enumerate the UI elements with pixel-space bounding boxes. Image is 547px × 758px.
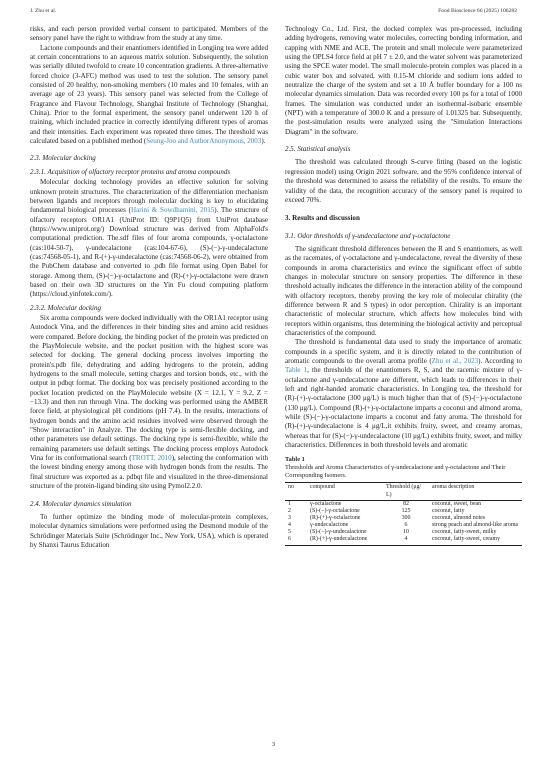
cell-aroma: coconut, fatty-sweet, creamy [429,536,522,546]
cell-compound: (R)-(+)-γ-octalactone [310,514,361,521]
table-row [285,500,522,508]
table-caption-text: Thresholds and Aroma Characteristics of γ-undecalactone and γ-octalactone and Their Corresponding Isomers. [285,464,506,480]
cell-threshold: 300 [401,514,411,521]
cell-no: 5 [288,529,291,535]
cell-no: 3 [288,514,291,521]
threshold-table [285,482,522,546]
paragraph-text: ). [261,137,266,146]
paragraph-text: The threshold was calculated through S-curve fitting (based on the logistic regression model) using Origin 2021 software, and the 95% confidence interval of the threshold was determined to assess the reliability of the results. To ensure the validity of the data, the recognition accuracy of the sensory panel is required to exceed 70%. [285,158,522,204]
paragraph [285,338,522,450]
subsection-heading [285,232,522,241]
paragraph-text: 2.3.1. Acquisition of olfactory receptor proteins and aroma compounds [30,167,231,176]
right-column-text [285,25,522,450]
subsection-heading [30,500,268,509]
paragraph [30,314,268,492]
subsection-heading [285,145,522,154]
paragraph [30,513,268,550]
cell-threshold: 6 [404,521,408,528]
citation-link[interactable]: Harini & Sowdhamini, 2015 [131,206,215,215]
table-row [285,536,522,546]
table-header-row [285,483,522,500]
paragraph-text: ). The structure of olfactory receptors OR1A1 (UniProt ID: Q9P1Q5) from UniProt database (https://www.uniprot.org/) Download structure was derived from AlphaFold's computational prediction. The.sdf files of four aroma compounds, γ-octalactone (cas:104-50-7), γ-undecalactone (cas:104-67-6), (S)-(−)-γ-undecalactone (cas:74568-05-1), and R-(+)-γ-undecalactone (cas:74568-06-2), were obtained from the PubChem database and converted to .pdb file format using Open Babel for storage. Among them, (S)-(−)-γ-octalactone and (R)-(+)-γ-octalactone were drawn based on their own 3D structures on the Yin Fu cloud computing platform (https://cloud.yinfotek.com/). [30,206,268,299]
citation-link[interactable]: Seung-Joo and AuthorAnonymous, 2003 [146,137,262,146]
cell-aroma: strong peach and almond-like aroma [432,521,519,528]
cell-threshold: 4 [383,536,429,546]
paragraph-text: To further optimize the binding mode of molecular-protein complexes, molecular dynamics simulations were performed using the Desmond module of the Schrödinger Materials Suite (Schrödinger Inc., New York, USA), which is operated by Shanxi Taurus Education [30,512,268,549]
col-header-compound: compound [307,483,383,500]
paragraph [30,44,268,147]
header-journal: Food Bioscience 66 (2025) 106282 [438,8,517,14]
paragraph [285,158,522,205]
paragraph-text: , the thresholds of the enantiomers R, S, and the racemic mixture of γ-octalactone and γ-undecalactone are different, which leads to differences in their left and right-handed aromatic characteristics. In Longjing tea, the threshold for (R)-(+)-γ-octalactone (300 μg/L) is much higher than that of (S)-(−)-γ-octalactone (130 μg/L). Compound (R)-(+)-γ-octalactone imparts a coconut and almond aroma, while (S)-(−)-γ-octalactone imparts a coconut and fatty aroma. The threshold for (R)-(+)-γ-undecalactone is 4 μg/L,it exhibits fruity, sweet, and creamy aromas, whereas that for (S)-(−)-γ-undecalactone (10 μg/L) exhibits fruity, sweet, and milky characteristics. Differences in both threshold levels and aromatic [285,366,522,450]
section-heading [285,214,522,223]
paragraph-text: 3. Results and discussion [285,214,360,223]
paragraph [285,25,522,137]
running-header [30,8,517,18]
paragraph-text: Six aroma compounds were docked individually with the OR1A1 receptor using Autodock Vina, and the differences in their binding sites and amino acid residues were compared. Before docking, the binding pocket of the protein was predicted on the PlayMolecule website, and the pocket position with the highest score was selected for docking. The general docking process involves importing the protein's.pdb file, dehydrating and adding hydrogens to the protein, adding hydrogens to the small molecule, setting charges and torsion bonds, etc., with the output in pdbqt format. The docking box was precisely positioned according to the pocket location predicted on the PlayMolecule website (X = 12.1, Y = 9.2, Z = −13.3) and then run through Vina. The docking was performed using the AMBER force field, at physiological pH conditions (pH 7.4). In the results, interactions of hydrogen bonds and the amino acid residues involved were observed through the "Show interaction" in Analyze. The docking type is semi-flexible docking, and other parameters use default settings. The docking type is semi-flexible, while the remaining parameters use default settings. The docking process employs Autodock Vina for its conformational search ( [30,313,268,463]
paragraph-text: 2.5. Statistical analysis [285,145,351,154]
cell-aroma: coconut, fatty [432,507,465,514]
paragraph-text: ). According to [478,357,522,365]
paragraph-text: Technology Co., Ltd. First, the docked complex was pre-processed, including adding hydrogens, removing water molecules, correcting bonding information, and capping with NME and ACE. The protein and small molecule were parameterized using the OPLS4 force field at pH 7 ± 2.0, and the water solvent was parameterized using the SPCE water model. The small molecule-protein complex was placed in a cubic water box and solvated, with 0.15-M chloride and sodium ions added to neutralize the charge of the system and set a 10 Å buffer boundary for a 100 ns molecular dynamics simulation. Data was recorded every 100 ps for a total of 1000 frames. The simulation was conducted under an isothermal-isobaric ensemble (NPT) with a temperature of 300.0 K and a pressure of 1.01325 bar. Subsequently, the post-simulation results were analyzed using the "Simulation Interactions Diagram" in the software. [285,25,522,136]
col-header-aroma: aroma description [429,483,522,500]
cell-aroma: coconut, sweet, bean [432,500,482,507]
page-number: 3 [271,741,276,748]
cell-compound: (S)-(−)-γ-undecalactone [310,529,367,535]
table-row [285,515,522,522]
cell-compound: γ-octalactone [310,500,342,507]
cell-compound: (R)-(+)-γ-undecalactone [307,536,383,546]
cell-threshold: 82 [403,500,409,507]
right-column [285,25,522,546]
subsubsection-heading [30,304,268,313]
cell-compound: (S)-(−)-γ-octalactone [310,507,360,514]
cell-threshold: 125 [401,507,411,514]
table-caption [285,456,522,480]
paragraph [30,178,268,299]
cell-no: 2 [288,507,291,514]
paragraph-text: 3.1. Odor thresholds of γ-undecalactone and γ-octalactone [285,231,451,240]
cell-aroma: coconut, almond notes [432,514,486,521]
paragraph-text: 2.3.2. Molecular docking [30,303,102,312]
header-authors: J. Zhu et al. [30,8,57,14]
subsection-heading [30,154,268,163]
cell-aroma: coconut, fatty-sweet, milky [432,529,497,535]
cell-no: 4 [288,521,291,528]
subsubsection-heading [30,168,268,177]
col-header-no: no [285,483,307,500]
table-row [285,522,522,529]
paragraph [285,245,522,338]
cell-threshold: 10 [403,529,409,535]
paragraph-text: Lactone compounds and their enantiomers identified in Longjing tea were added at certain concentrations to an aqueous matrix solution. Subsequently, the solution was serially diluted twofold to create 10 concentration gradients. A three-alternative forced choice (3-AFC) method was used to test the solution. The sensory panel consisted of 20 healthy, non-smoking members (10 males and 10 females, with an average age of 23 years). This sensory panel was selected from the College of Fragrance and Flavour Technology, Shanghai Institute of Technology (Shanghai, China). Prior to the formal experiment, the sensory panel underwent 120 h of training, which included practice in correctly identifying different types of aromas and their intensities. Each experiment was repeated three times. The threshold was calculated based on a published method ( [30,43,268,146]
paragraph-text: 2.4. Molecular dynamics simulation [30,499,132,508]
citation-link[interactable]: Zhu et al., 2023 [431,357,479,365]
paragraph-text: ), selecting the conformation with the lowest binding energy among those with hydrogen bonds from the results. The final structure was exported as a. pdbqt file and visualized in the three-dimensional structure of the protein-ligand binding site using Pymol2.2.0. [30,454,269,491]
table-reference-link[interactable]: Table 1 [285,366,308,375]
paragraph-text: Molecular docking technology provides an effective solution for solving unknown protein structures. The characterization of the differentiation mechanism between ligands and receptors through molecular docking is key to elucidating fundamental biological processes ( [30,178,268,215]
paragraph-text: The threshold is fundamental data used to study the importance of aromatic compounds in a specific system, and it is directly related to the contribution of aromatic compounds to the overall aroma profile ( [285,338,522,365]
left-column [30,25,268,550]
cell-compound: γ-undecalactone [310,521,349,528]
cell-no: 1 [288,500,291,507]
paragraph-text: The significant threshold differences between the R and S enantiomers, as well as the racemates, of γ-octalactone and γ-undecalactone, reveal the diversity of these compounds in aroma characteristics and evince the significant effect of subtle changes in molecular structure on sensory properties. The difference in these threshold actually indicates the difference in the interaction ability of the compound with olfactory receptors, thereby proving the key role of molecular chirality (the difference between R and S types) in odor perception. Chirality is an important characteristic of molecular structure, which affects how molecules bind with receptors within organisms, thus determining the biological activity and perceptual characteristics of the compound. [285,244,522,337]
paragraph [30,25,268,44]
table-body [285,500,522,546]
cell-no: 6 [285,536,307,546]
table-label: Table 1 [285,456,305,464]
citation-link[interactable]: TROTT, 2010 [131,454,172,463]
col-header-threshold: Threshold (μg/ L) [383,483,429,500]
table-row [285,508,522,515]
paragraph-text: risks, and each person provided verbal consent to participated. Members of the sensory panel have the right to withdraw from the study at any time. [30,25,268,43]
paragraph-text: 2.3. Molecular docking [30,154,96,163]
